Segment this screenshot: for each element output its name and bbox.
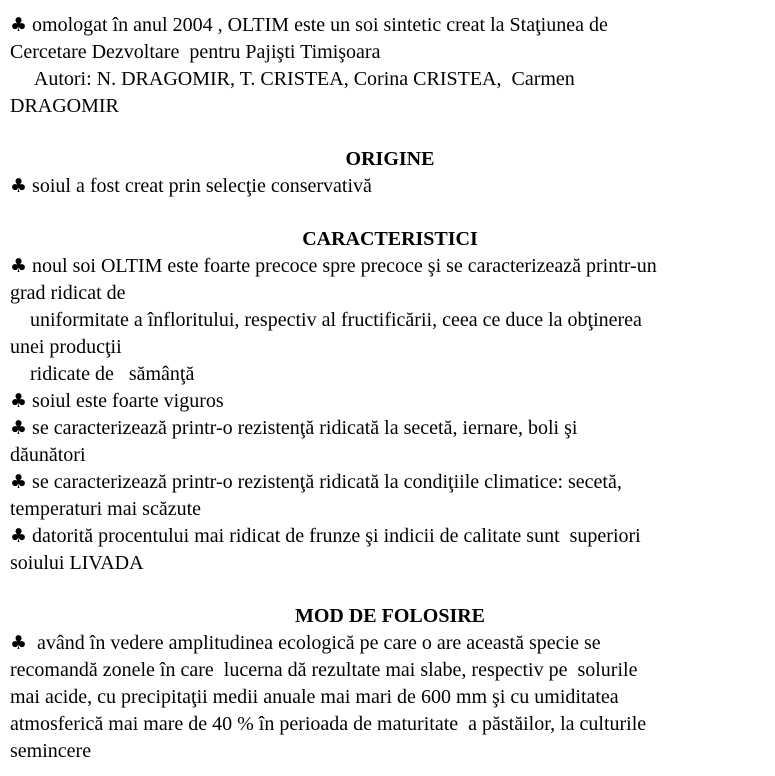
club-bullet-icon: ♣ [10,417,28,439]
club-bullet-icon: ♣ [10,14,28,36]
spacer [10,577,770,603]
text-line: mai acide, cu precipitaţii medii anuale mai mari de 600 mm şi cu umiditatea [10,686,619,708]
authors-line: Autori: N. DRAGOMIR, T. CRISTEA, Corina CRISTEA, Carmen [10,68,575,90]
section-heading-caracteristici: CARACTERISTICI [302,228,478,250]
club-bullet-icon: ♣ [10,525,28,547]
club-bullet-icon: ♣ [10,632,28,654]
section-heading-mod-de-folosire: MOD DE FOLOSIRE [294,605,486,627]
club-bullet-icon: ♣ [10,175,28,197]
spacer [10,120,770,146]
spacer [10,200,770,226]
bullet-item: ♣ având în vedere amplitudinea ecologică pe care o are această specie se [10,632,601,654]
authors-line: DRAGOMIR [10,95,119,117]
text-line: grad ridicat de [10,282,126,304]
text-line: soiului LIVADA [10,552,144,574]
club-bullet-icon: ♣ [10,390,28,412]
text-line: atmosferică mai mare de 40 % în perioada de maturitate a păstăilor, la culturile [10,713,647,735]
intro-line: Cercetare Dezvoltare pentru Pajişti Timişoara [10,41,381,63]
bullet-item: ♣ soiul a fost creat prin selecţie conservativă [10,175,372,197]
text-line: uniformitate a înfloritului, respectiv al fructificării, ceea ce duce la obţinerea [10,309,642,331]
text-line: dăunători [10,444,86,466]
text-line: unei producţii [10,336,122,358]
text-line: temperaturi mai scăzute [10,498,202,520]
bullet-item: ♣ soiul este foarte viguros [10,390,224,412]
club-bullet-icon: ♣ [10,255,28,277]
text-line: semincere [10,740,92,762]
bullet-item: ♣ datorită procentului mai ridicat de frunze şi indicii de calitate sunt superiori [10,525,641,547]
section-heading-origine: ORIGINE [345,148,435,170]
intro-line: ♣ omologat în anul 2004 , OLTIM este un soi sintetic creat la Staţiunea de [10,14,608,36]
bullet-item: ♣ se caracterizează printr-o rezistenţă ridicată la condiţiile climatice: secetă, [10,471,622,493]
document-page [10,12,770,765]
text-line: recomandă zonele în care lucerna dă rezultate mai slabe, respectiv pe solurile [10,659,638,681]
bullet-item: ♣ noul soi OLTIM este foarte precoce spre precoce şi se caracterizează printr-un [10,255,657,277]
text-line: ridicate de sămânţă [10,363,195,385]
bullet-item: ♣ se caracterizează printr-o rezistenţă ridicată la secetă, iernare, boli şi [10,417,578,439]
club-bullet-icon: ♣ [10,471,28,493]
